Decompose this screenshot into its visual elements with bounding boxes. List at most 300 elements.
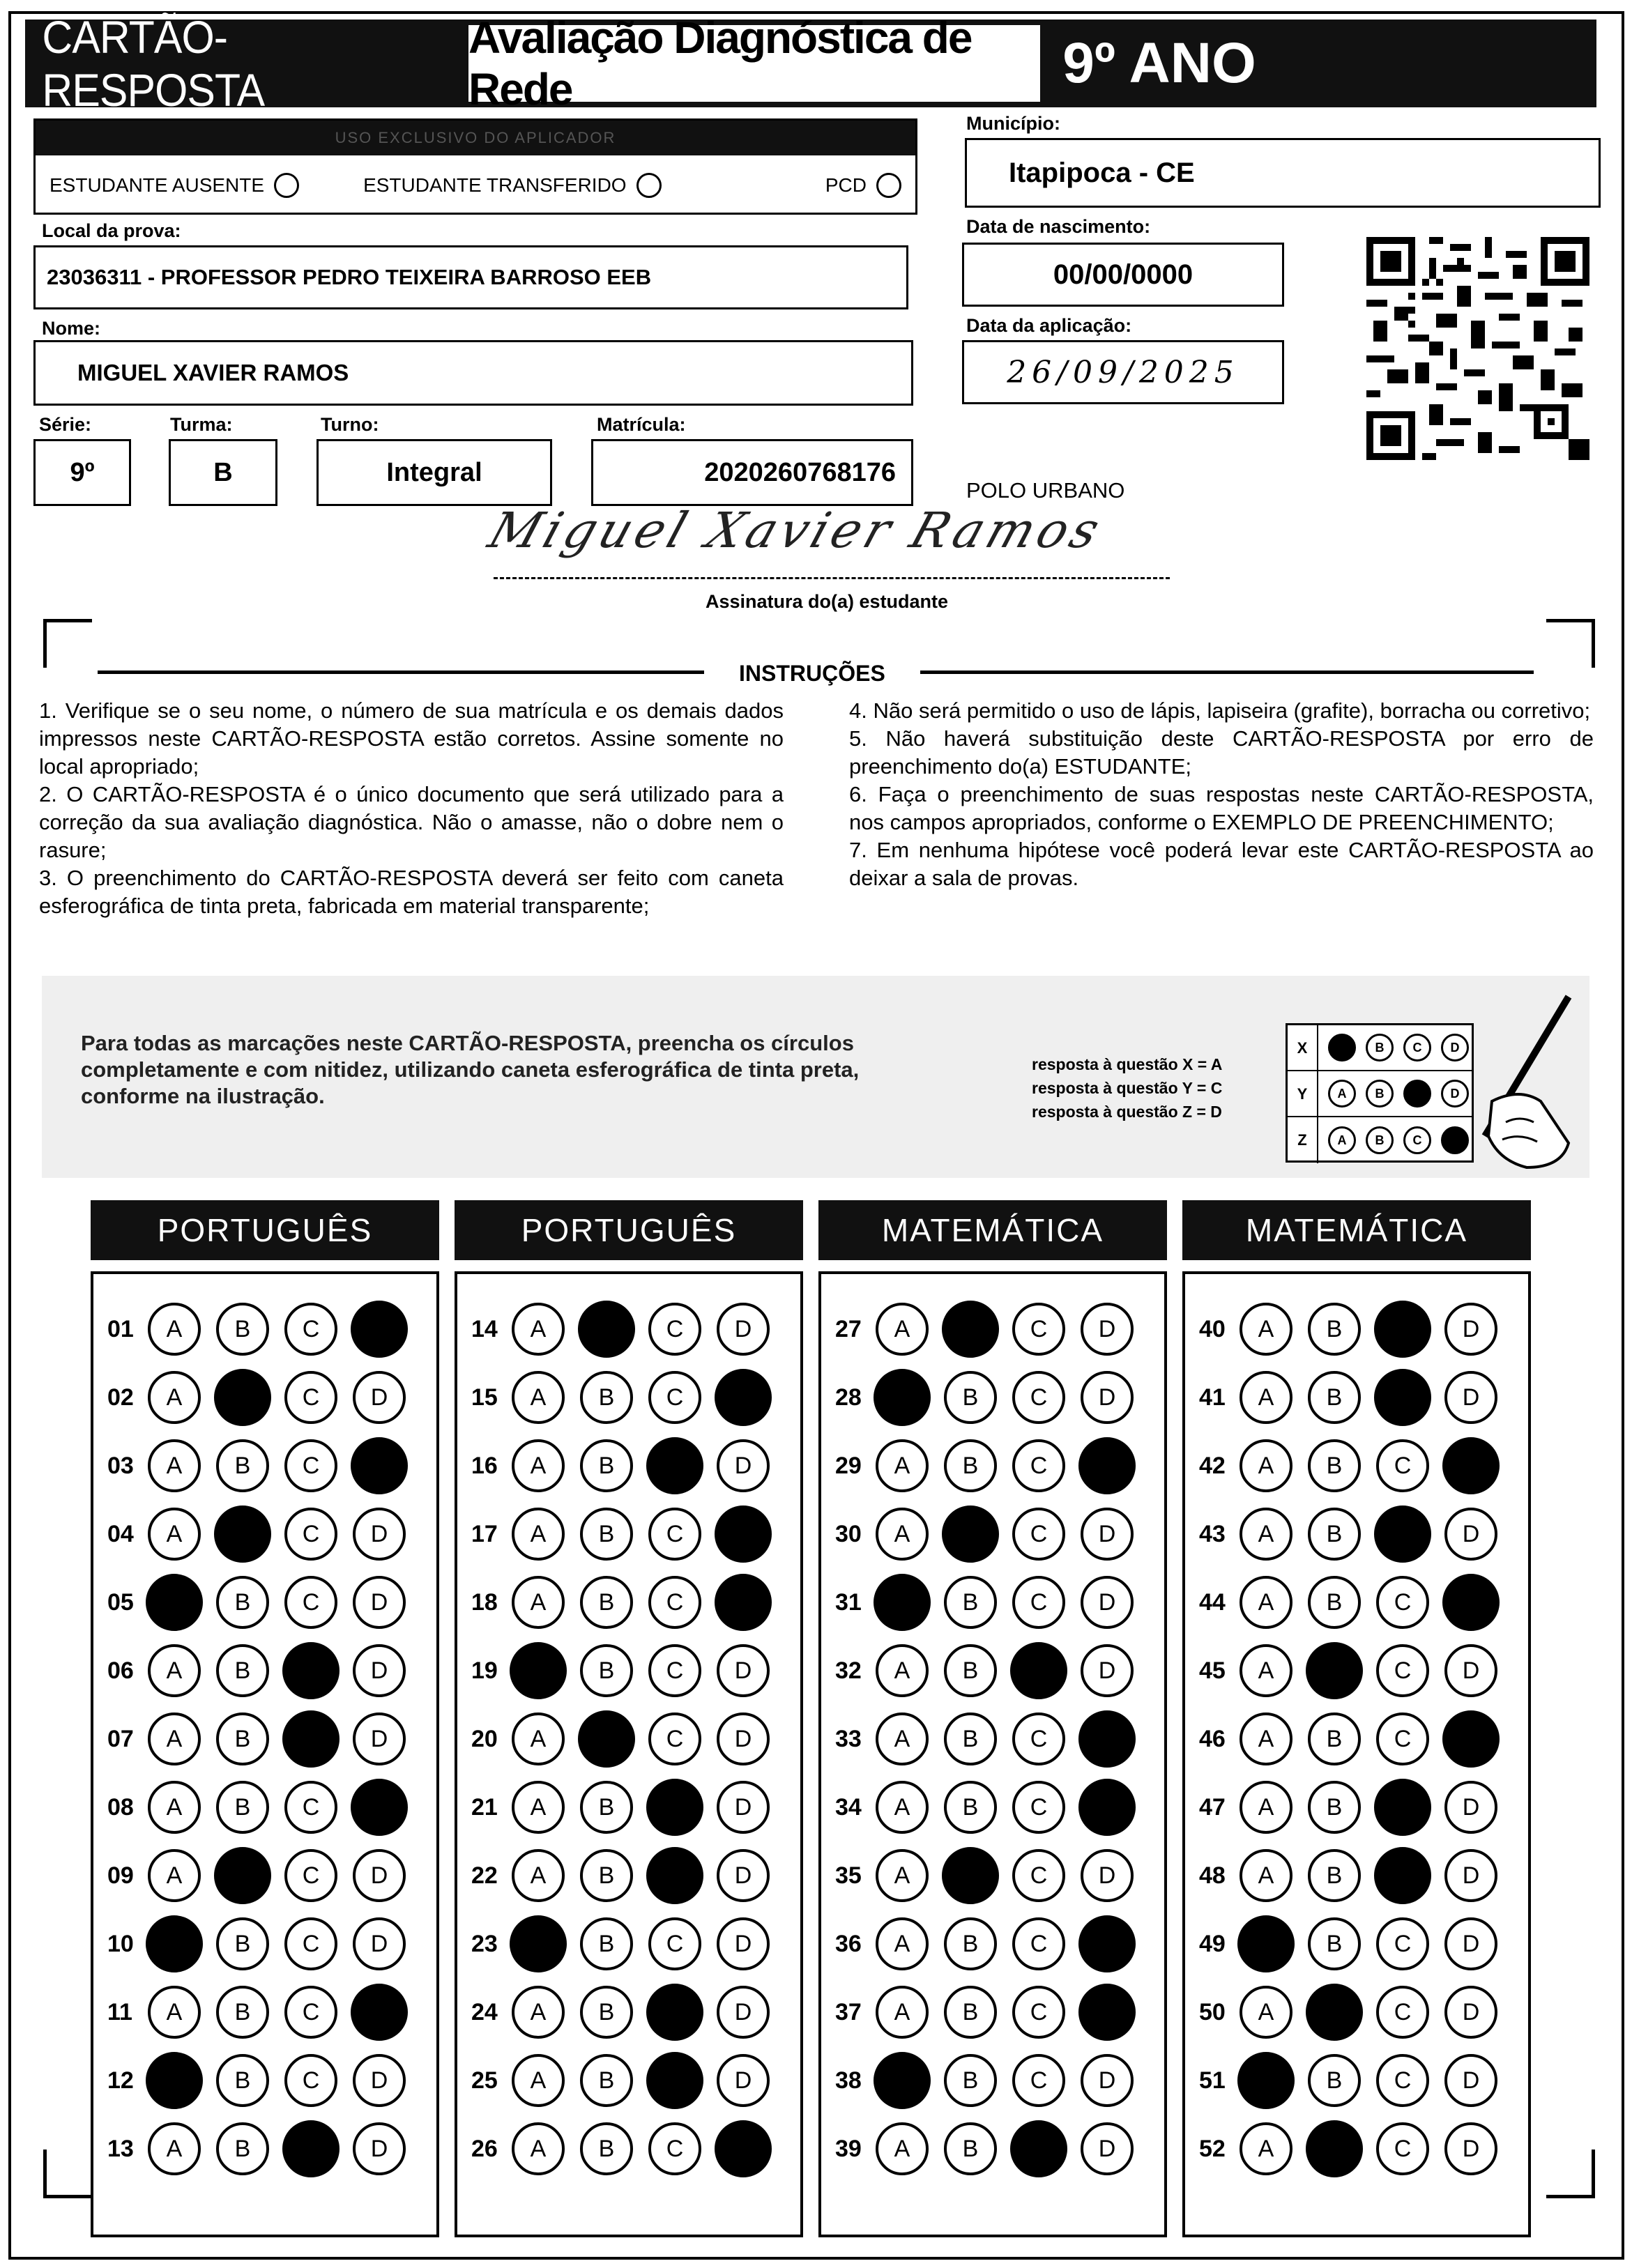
answer-bubble[interactable]: D	[1081, 1508, 1134, 1561]
answer-bubble-filled[interactable]	[1374, 1847, 1431, 1904]
answer-bubble[interactable]: C	[1376, 1986, 1429, 2039]
answer-bubble-filled[interactable]	[1442, 1437, 1500, 1494]
transferred-bubble[interactable]	[636, 173, 662, 198]
answer-bubble[interactable]: A	[148, 1439, 201, 1492]
applicator-banner: USO EXCLUSIVO DO APLICADOR	[36, 121, 915, 155]
answer-bubble[interactable]: B	[580, 1371, 633, 1424]
answer-bubble[interactable]: A	[148, 2122, 201, 2175]
example-row-key: X	[1288, 1025, 1318, 1070]
question-row	[93, 1363, 436, 1432]
answer-bubble[interactable]: C	[284, 1576, 337, 1629]
answer-bubble[interactable]: C	[284, 1371, 337, 1424]
question-number: 09	[107, 1862, 134, 1889]
answer-bubble-filled[interactable]	[874, 2052, 931, 2109]
question-number: 44	[1199, 1588, 1226, 1616]
question-number: 03	[107, 1452, 134, 1479]
transferred-option[interactable]	[363, 173, 662, 198]
registration-field: 2020260768176	[591, 439, 913, 506]
answer-bubble[interactable]: A	[876, 1439, 929, 1492]
grade-title: 9º ANO	[1062, 31, 1256, 95]
answer-bubble-filled[interactable]	[942, 1847, 999, 1904]
answer-bubble-filled[interactable]	[146, 1574, 203, 1631]
answer-bubble[interactable]: A	[148, 1303, 201, 1356]
exam-location-field: 23036311 - PROFESSOR PEDRO TEIXEIRA BARROSO EEB	[33, 245, 908, 309]
answer-bubble[interactable]: B	[216, 1303, 269, 1356]
answer-bubble-filled[interactable]	[1078, 1915, 1136, 1972]
answer-bubble[interactable]: C	[284, 1508, 337, 1561]
answer-bubble[interactable]: C	[1012, 2054, 1065, 2107]
answer-bubble[interactable]: C	[284, 1849, 337, 1902]
question-row	[457, 1363, 800, 1432]
example-row-key: Y	[1288, 1071, 1318, 1116]
answer-bubble-filled[interactable]	[1078, 1437, 1136, 1494]
answer-bubble-filled[interactable]	[1374, 1301, 1431, 1358]
answer-bubble[interactable]: C	[1012, 1576, 1065, 1629]
question-number: 12	[107, 2067, 134, 2094]
card-title: CARTÃO-RESPOSTA	[42, 11, 265, 116]
example-bubble: D	[1441, 1080, 1469, 1108]
answer-bubble[interactable]: A	[876, 1644, 929, 1697]
answer-bubble[interactable]: B	[216, 1644, 269, 1697]
answer-bubble[interactable]: B	[216, 2054, 269, 2107]
answer-bubble[interactable]: A	[512, 1508, 565, 1561]
answer-bubble[interactable]: D	[1444, 1303, 1497, 1356]
answer-bubble[interactable]: A	[1240, 1508, 1292, 1561]
answer-bubble[interactable]: A	[876, 1781, 929, 1834]
question-number: 22	[471, 1862, 498, 1889]
answer-bubble[interactable]: A	[512, 2122, 565, 2175]
answer-bubble[interactable]: A	[512, 1303, 565, 1356]
answer-bubble[interactable]: C	[648, 1576, 701, 1629]
question-number: 42	[1199, 1452, 1226, 1479]
answer-bubble[interactable]: B	[944, 1439, 997, 1492]
answer-bubble[interactable]: C	[1012, 1371, 1065, 1424]
answer-bubble[interactable]: D	[717, 1439, 770, 1492]
answer-bubble-filled[interactable]	[1442, 1710, 1500, 1768]
answer-bubble-filled[interactable]	[1374, 1369, 1431, 1426]
question-row	[457, 1705, 800, 1773]
registration-label: Matrícula:	[597, 414, 686, 435]
question-row	[93, 2115, 436, 2183]
answer-bubble[interactable]: A	[512, 1713, 565, 1765]
answer-bubble[interactable]: A	[1240, 1713, 1292, 1765]
answer-bubble[interactable]: C	[284, 2054, 337, 2107]
application-date-field: 26/09/2025	[962, 340, 1284, 404]
answer-bubble[interactable]: C	[1012, 1303, 1065, 1356]
question-row	[93, 1978, 436, 2046]
answer-bubble[interactable]: D	[717, 1917, 770, 1970]
answer-bubble[interactable]: B	[580, 1439, 633, 1492]
question-row	[1185, 1568, 1528, 1637]
answer-bubble-filled[interactable]	[715, 1505, 772, 1563]
question-row	[457, 1500, 800, 1568]
answer-bubble-filled[interactable]	[214, 1505, 271, 1563]
answer-bubble[interactable]: C	[1012, 1986, 1065, 2039]
answer-bubble[interactable]: A	[1240, 1644, 1292, 1697]
answer-bubble[interactable]: D	[353, 2054, 406, 2107]
question-number: 06	[107, 1657, 134, 1684]
answer-bubble[interactable]: C	[1012, 1781, 1065, 1834]
answer-bubble[interactable]: D	[1081, 1371, 1134, 1424]
absent-option[interactable]	[49, 173, 299, 198]
answer-bubble[interactable]: C	[1012, 1713, 1065, 1765]
answer-bubble[interactable]: C	[1376, 1576, 1429, 1629]
answer-bubble[interactable]: C	[284, 1781, 337, 1834]
answer-bubble[interactable]: D	[1444, 1917, 1497, 1970]
answer-bubble[interactable]: D	[717, 1644, 770, 1697]
answer-bubble-filled[interactable]	[1237, 1915, 1295, 1972]
example-grid	[1286, 1023, 1474, 1163]
answer-bubble[interactable]: A	[512, 1849, 565, 1902]
answer-bubble-filled[interactable]	[1078, 1779, 1136, 1836]
answer-bubble[interactable]: C	[284, 1439, 337, 1492]
question-number: 23	[471, 1930, 498, 1957]
question-number: 19	[471, 1657, 498, 1684]
answer-bubble-filled[interactable]	[146, 1915, 203, 1972]
answer-bubble[interactable]: B	[580, 1508, 633, 1561]
instructions-rule	[920, 671, 1534, 674]
answer-bubble[interactable]: C	[1376, 1644, 1429, 1697]
answer-bubble[interactable]: B	[1308, 1849, 1361, 1902]
answer-bubble[interactable]: D	[1444, 1986, 1497, 2039]
answer-bubble[interactable]: B	[1308, 1371, 1361, 1424]
answer-bubble[interactable]: A	[512, 1781, 565, 1834]
answer-bubble-filled[interactable]	[282, 1642, 340, 1699]
answer-bubble[interactable]: A	[1240, 1303, 1292, 1356]
answer-bubble[interactable]: A	[876, 1986, 929, 2039]
answer-bubble-filled[interactable]	[1010, 2120, 1067, 2177]
zone-label: POLO URBANO	[966, 478, 1125, 503]
corner-mark	[43, 619, 92, 668]
answer-bubble[interactable]: A	[876, 2122, 929, 2175]
question-number: 51	[1199, 2067, 1226, 2094]
answer-bubble-filled[interactable]	[351, 1301, 408, 1358]
question-number: 07	[107, 1725, 134, 1752]
answer-bubble[interactable]: A	[876, 1508, 929, 1561]
answer-bubble[interactable]: D	[717, 1303, 770, 1356]
answer-bubble[interactable]: C	[1012, 1439, 1065, 1492]
answer-bubble[interactable]: D	[717, 1781, 770, 1834]
question-number: 11	[107, 1998, 132, 2025]
answer-bubble-filled[interactable]	[1306, 1642, 1363, 1699]
answer-bubble[interactable]: C	[1376, 1917, 1429, 1970]
question-number: 49	[1199, 1930, 1226, 1957]
example-bubble: D	[1441, 1034, 1469, 1062]
answer-bubble[interactable]: B	[580, 1986, 633, 2039]
question-row	[821, 1705, 1164, 1773]
answer-bubble-filled[interactable]	[351, 1984, 408, 2041]
answer-bubble[interactable]: B	[944, 1986, 997, 2039]
subject-title: PORTUGUÊS	[455, 1200, 803, 1260]
answer-bubble[interactable]: B	[580, 2054, 633, 2107]
answer-bubble[interactable]: D	[353, 1917, 406, 1970]
answer-bubble-filled[interactable]	[1442, 1574, 1500, 1631]
answer-bubble-filled[interactable]	[874, 1369, 931, 1426]
answer-bubble[interactable]: D	[1081, 1576, 1134, 1629]
answer-bubble[interactable]: B	[944, 1917, 997, 1970]
answer-bubble-filled[interactable]	[646, 1779, 703, 1836]
answer-bubble[interactable]: B	[580, 1917, 633, 1970]
question-row	[821, 1295, 1164, 1363]
answer-bubble[interactable]: D	[1444, 1508, 1497, 1561]
answer-bubble[interactable]: C	[1376, 1713, 1429, 1765]
answer-bubble[interactable]: A	[148, 1781, 201, 1834]
birth-label: Data de nascimento:	[966, 216, 1151, 237]
answer-bubble[interactable]: B	[580, 1644, 633, 1697]
pcd-option[interactable]	[825, 173, 901, 198]
answer-bubble[interactable]: B	[216, 1439, 269, 1492]
answer-bubble[interactable]: D	[353, 1371, 406, 1424]
question-row	[1185, 1363, 1528, 1432]
signature-line	[494, 577, 1170, 579]
answer-bubble[interactable]: B	[944, 1371, 997, 1424]
answer-bubble-filled[interactable]	[715, 1369, 772, 1426]
example-bubble	[1403, 1080, 1431, 1108]
answer-bubble[interactable]: A	[876, 1713, 929, 1765]
question-row	[821, 1432, 1164, 1500]
birth-field: 00/00/0000	[962, 243, 1284, 307]
class-label: Turma:	[170, 414, 233, 435]
answer-bubble[interactable]: B	[944, 1781, 997, 1834]
answer-bubble[interactable]: A	[512, 1439, 565, 1492]
answer-bubble[interactable]: B	[580, 1849, 633, 1902]
question-number: 28	[835, 1384, 862, 1411]
answer-bubble[interactable]: C	[284, 1986, 337, 2039]
corner-mark	[1546, 619, 1595, 668]
answer-bubble[interactable]: B	[944, 1644, 997, 1697]
example-bubble	[1328, 1034, 1356, 1062]
answer-bubble[interactable]: A	[148, 1371, 201, 1424]
answer-bubble[interactable]: B	[580, 1576, 633, 1629]
answer-bubble[interactable]: D	[1444, 1644, 1497, 1697]
question-number: 10	[107, 1930, 134, 1957]
question-number: 52	[1199, 2135, 1226, 2162]
answer-bubble[interactable]: B	[944, 2122, 997, 2175]
answer-bubble[interactable]: B	[216, 1576, 269, 1629]
question-number: 31	[835, 1588, 862, 1616]
answer-bubble[interactable]: D	[717, 1849, 770, 1902]
answer-bubble[interactable]: C	[648, 1644, 701, 1697]
answer-bubble-filled[interactable]	[874, 1574, 931, 1631]
example-legend	[1032, 1052, 1222, 1124]
question-row	[821, 1637, 1164, 1705]
answer-bubble[interactable]: B	[944, 2054, 997, 2107]
answer-bubble-filled[interactable]	[1010, 1642, 1067, 1699]
answer-bubble[interactable]: B	[1308, 2054, 1361, 2107]
answer-bubble-filled[interactable]	[715, 1574, 772, 1631]
answer-bubble[interactable]: A	[1240, 1576, 1292, 1629]
answer-bubble[interactable]: D	[353, 1849, 406, 1902]
question-number: 27	[835, 1315, 862, 1342]
answer-bubble-filled[interactable]	[942, 1505, 999, 1563]
question-row	[1185, 1910, 1528, 1978]
question-list	[91, 1271, 439, 2237]
answer-bubble[interactable]: D	[1444, 2122, 1497, 2175]
answer-bubble[interactable]: A	[512, 1986, 565, 2039]
question-row	[821, 1363, 1164, 1432]
answer-bubble[interactable]: B	[944, 1576, 997, 1629]
answer-bubble[interactable]: D	[1444, 1371, 1497, 1424]
answer-bubble[interactable]: B	[1308, 1303, 1361, 1356]
answer-bubble[interactable]: A	[1240, 1371, 1292, 1424]
question-row	[457, 2115, 800, 2183]
answer-bubble[interactable]: A	[1240, 1849, 1292, 1902]
answer-bubble[interactable]: C	[284, 1917, 337, 1970]
answer-bubble[interactable]: C	[1012, 1508, 1065, 1561]
answer-bubble-filled[interactable]	[146, 2052, 203, 2109]
question-number: 25	[471, 2067, 498, 2094]
answer-bubble[interactable]: C	[648, 1917, 701, 1970]
answer-bubble[interactable]: A	[512, 1371, 565, 1424]
answer-bubble-filled[interactable]	[510, 1642, 567, 1699]
question-number: 33	[835, 1725, 862, 1752]
answer-bubble[interactable]: C	[648, 1508, 701, 1561]
answer-bubble-filled[interactable]	[1237, 2052, 1295, 2109]
answer-bubble[interactable]: D	[1444, 1849, 1497, 1902]
answer-bubble[interactable]: C	[648, 2122, 701, 2175]
instructions-title: INSTRUÇÕES	[739, 661, 885, 686]
answer-bubble-filled[interactable]	[1374, 1505, 1431, 1563]
answer-bubble-filled[interactable]	[715, 2120, 772, 2177]
answer-bubble[interactable]: B	[580, 1781, 633, 1834]
answer-bubble[interactable]: A	[148, 1713, 201, 1765]
answer-bubble[interactable]: D	[1444, 1781, 1497, 1834]
answer-bubble[interactable]: D	[1081, 1303, 1134, 1356]
answer-bubble[interactable]: B	[216, 1713, 269, 1765]
answer-bubble[interactable]: D	[353, 1576, 406, 1629]
question-row	[457, 1773, 800, 1841]
answer-bubble[interactable]: D	[717, 1713, 770, 1765]
answer-bubble-filled[interactable]	[214, 1369, 271, 1426]
question-number: 39	[835, 2135, 862, 2162]
pcd-label: PCD	[825, 174, 867, 196]
answer-bubble[interactable]: A	[876, 1917, 929, 1970]
answer-bubble[interactable]: A	[148, 1508, 201, 1561]
answer-bubble-filled[interactable]	[646, 1437, 703, 1494]
answer-bubble[interactable]: B	[1308, 1917, 1361, 1970]
answer-bubble[interactable]: C	[1012, 1917, 1065, 1970]
question-row	[93, 1568, 436, 1637]
answer-bubble-filled[interactable]	[942, 1301, 999, 1358]
answer-bubble[interactable]: D	[1444, 2054, 1497, 2107]
answer-bubble[interactable]: A	[1240, 1986, 1292, 2039]
subject-title: PORTUGUÊS	[91, 1200, 439, 1260]
answer-bubble[interactable]: C	[648, 1371, 701, 1424]
answer-bubble[interactable]: B	[1308, 1576, 1361, 1629]
answer-bubble[interactable]: A	[1240, 1439, 1292, 1492]
exam-location-label: Local da prova:	[42, 220, 181, 241]
answer-bubble[interactable]: D	[353, 1644, 406, 1697]
answer-bubble[interactable]: A	[148, 1986, 201, 2039]
answer-bubble[interactable]: B	[216, 2122, 269, 2175]
answer-bubble[interactable]: B	[944, 1713, 997, 1765]
question-number: 34	[835, 1793, 862, 1821]
question-number: 38	[835, 2067, 862, 2094]
absent-bubble[interactable]	[274, 173, 299, 198]
answer-bubble-filled[interactable]	[646, 1984, 703, 2041]
answer-bubble[interactable]: B	[216, 1917, 269, 1970]
answer-bubble-filled[interactable]	[578, 1710, 635, 1768]
question-row	[1185, 2046, 1528, 2115]
answer-bubble-filled[interactable]	[1374, 1779, 1431, 1836]
answer-bubble[interactable]: B	[1308, 1781, 1361, 1834]
answer-bubble-filled[interactable]	[1306, 1984, 1363, 2041]
answer-bubble[interactable]: C	[648, 1303, 701, 1356]
example-row-key: Z	[1288, 1117, 1318, 1163]
answer-bubble[interactable]: D	[717, 2054, 770, 2107]
answer-bubble-filled[interactable]	[214, 1847, 271, 1904]
answer-bubble-filled[interactable]	[578, 1301, 635, 1358]
question-row	[1185, 1773, 1528, 1841]
answer-bubble[interactable]: A	[512, 2054, 565, 2107]
question-row	[457, 1841, 800, 1910]
answer-bubble[interactable]: C	[1012, 1849, 1065, 1902]
question-row	[1185, 1500, 1528, 1568]
answer-bubble[interactable]: C	[284, 1303, 337, 1356]
answer-bubble[interactable]: B	[580, 2122, 633, 2175]
answer-bubble-filled[interactable]	[1078, 1984, 1136, 2041]
answer-bubble-filled[interactable]	[510, 1915, 567, 1972]
answer-bubble[interactable]: C	[1376, 2122, 1429, 2175]
answer-bubble[interactable]: A	[876, 1849, 929, 1902]
answer-bubble[interactable]: D	[353, 2122, 406, 2175]
example-bubble: A	[1328, 1126, 1356, 1154]
answer-bubble[interactable]: C	[1376, 1439, 1429, 1492]
answer-bubble-filled[interactable]	[646, 1847, 703, 1904]
answer-bubble[interactable]: D	[1081, 2122, 1134, 2175]
class-field: B	[169, 439, 277, 506]
answer-bubble-filled[interactable]	[282, 2120, 340, 2177]
answer-bubble[interactable]: A	[512, 1576, 565, 1629]
answer-bubble[interactable]: A	[1240, 1781, 1292, 1834]
question-row	[93, 2046, 436, 2115]
answer-bubble[interactable]: C	[648, 1713, 701, 1765]
answer-bubble[interactable]: B	[1308, 1713, 1361, 1765]
answer-bubble[interactable]: C	[1376, 2054, 1429, 2107]
answer-bubble[interactable]: D	[1081, 2054, 1134, 2107]
answer-bubble[interactable]: D	[353, 1508, 406, 1561]
answer-bubble[interactable]: D	[1081, 1644, 1134, 1697]
answer-bubble-filled[interactable]	[646, 2052, 703, 2109]
question-number: 36	[835, 1930, 862, 1957]
grade-field: 9º	[33, 439, 131, 506]
answer-bubble[interactable]: A	[876, 1303, 929, 1356]
question-number: 04	[107, 1520, 134, 1547]
answer-bubble[interactable]: D	[353, 1713, 406, 1765]
answer-bubble[interactable]: B	[216, 1781, 269, 1834]
answer-bubble[interactable]: A	[1240, 2122, 1292, 2175]
answer-bubble[interactable]: A	[148, 1849, 201, 1902]
student-signature: Miguel Xavier Ramos	[482, 502, 1111, 559]
qr-code	[1366, 237, 1589, 460]
answer-bubble[interactable]: D	[1081, 1849, 1134, 1902]
answer-bubble-filled[interactable]	[282, 1710, 340, 1768]
answer-bubble-filled[interactable]	[1078, 1710, 1136, 1768]
answer-bubble[interactable]: B	[216, 1986, 269, 2039]
answer-bubble[interactable]: A	[148, 1644, 201, 1697]
answer-bubble[interactable]: B	[1308, 1439, 1361, 1492]
answer-bubble[interactable]: D	[717, 1986, 770, 2039]
pcd-bubble[interactable]	[876, 173, 901, 198]
question-row	[93, 1637, 436, 1705]
answer-bubble-filled[interactable]	[351, 1779, 408, 1836]
question-number: 50	[1199, 1998, 1226, 2025]
answer-bubble[interactable]: B	[1308, 1508, 1361, 1561]
question-row	[1185, 1637, 1528, 1705]
question-row	[821, 1841, 1164, 1910]
answer-bubble-filled[interactable]	[1306, 2120, 1363, 2177]
answer-bubble-filled[interactable]	[351, 1437, 408, 1494]
